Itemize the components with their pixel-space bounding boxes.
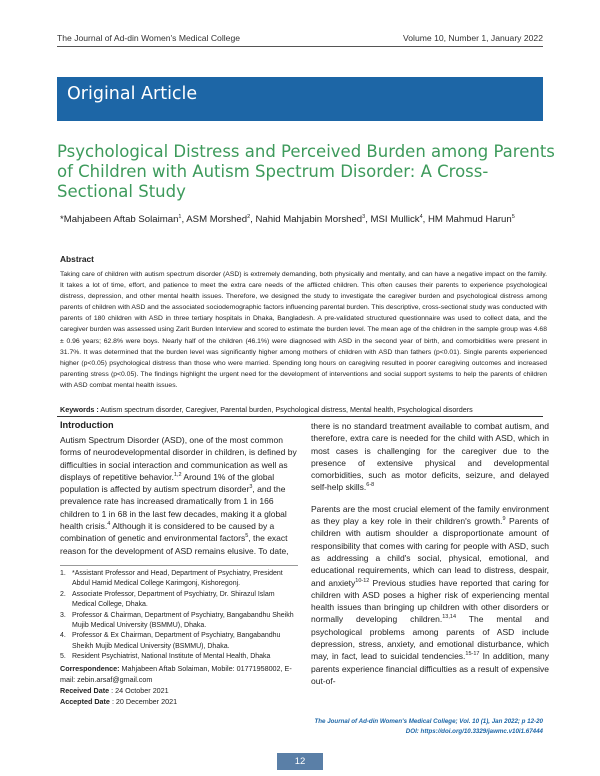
citation-ref: 13,14 xyxy=(442,614,456,621)
footnote-item xyxy=(60,652,300,662)
author-affiliation-mark: 3 xyxy=(362,213,366,220)
intro-paragraph: Autism Spectrum Disorder (ASD), one of the most common forms of neurodevelopmental disorder in children, is defined by difficulties in social interaction and communication as well as displays of repetitive behavior.$^{1,2}$ Around 1% of the global population is affected by autism spectrum disorder$^3$, and the prevalence rate has increased dramatically from 1 in 166 children to 1 in 68 in the last few decades, making it a global health crisis.$^4$ Although it is considered to be caused by a combination of genetic and environmental factors$^5$, the exact reason for the development of ASD remains elusive. To date, xyxy=(60,435,297,556)
citation-ref: 5 xyxy=(245,533,249,540)
intro-column-left xyxy=(60,434,298,557)
author-name: *Mahjabeen Aftab Solaiman xyxy=(60,214,179,225)
keywords-label: Keywords : xyxy=(60,405,99,414)
author-affiliation-mark: 4 xyxy=(419,213,423,220)
doi-link[interactable]: DOI: https://doi.org/10.3329/jawmc.v10i1.67444 xyxy=(405,727,543,735)
article-type-label: Original Article xyxy=(67,84,198,104)
footnote-text: Associate Professor, Department of Psychiatry, Dr. Shirazul Islam Medical College, Dhaka. xyxy=(72,590,275,609)
author-name: HM Mahmud Harun xyxy=(427,214,512,225)
introduction-heading: Introduction xyxy=(60,420,114,430)
accepted-date: Accepted Date : 20 December 2021 xyxy=(60,696,178,706)
footnote-number: 4. xyxy=(60,632,66,640)
author-name: ASM Morshed xyxy=(186,214,248,225)
keywords-divider xyxy=(57,416,543,417)
author-name: MSI Mullick xyxy=(370,214,420,225)
citation-info xyxy=(283,717,543,736)
author-affiliation-mark: 2 xyxy=(247,213,251,220)
keywords xyxy=(60,405,550,414)
abstract-body: Taking care of children with autism spectrum disorder (ASD) is extremely demanding, both physically and mentally, and can have a negative impact on the family. It takes a lot of time, effort, and patience to meet the extra care needs of the afflicted children. This often causes their parents to experience psychological distress, depression, and other mental health issues. Therefore, we designed the study to investigate the caregiver burden and psychological distress among parents of children with ASD and the associated sociodemographic factors influencing parental burden. This descriptive, cross-sectional study was conducted with parents of 180 children with ASD in three tertiary hospitals in Dhaka, Bangladesh. A pre-validated structured questionnaire was used to collect data, and the caregiver burden was assessed using Zarit Burden Interview and scored to estimate the burden level. The mean age of the children in the sample group was 4.68 ± 0.96 years; 62.8% were boys. Nearly half of the children (46.1%) were diagnosed with ASD in the second year of birth, and comorbidities were present in 31.7%. It was determined that the burden level was significantly higher among mothers of children with ASD than fathers (p<0.01). Single parents experienced higher (p<0.05) psychological distress than those who were married. Spending long hours on caregiving resulted in poorer caregiving outcomes and increased parenting stress (p<0.05). The findings highlight the urgent need for the development of interventions and social support systems to help the parents of children with ASD combat mental health issues. xyxy=(60,271,547,389)
citation-ref: 3 xyxy=(249,484,253,491)
citation-ref: 10-12 xyxy=(355,577,370,584)
author-affiliation-mark: 5 xyxy=(511,213,515,220)
intro-column-right xyxy=(311,420,549,696)
citation-line: The Journal of Ad-din Women's Medical College; Vol. 10 (1), Jan 2022; p 12-20 xyxy=(314,718,543,725)
article-title: Psychological Distress and Perceived Burden among Parents of Children with Autism Spectrum Disorder: A Cross-Sectional Study xyxy=(57,142,555,201)
author-affiliation-mark: 1 xyxy=(178,213,182,220)
page-number: 12 xyxy=(277,753,323,770)
author-name: Nahid Mahjabin Morshed xyxy=(255,214,363,225)
footnote-item xyxy=(60,611,300,632)
footnote-item xyxy=(60,631,300,652)
footnote-divider xyxy=(60,565,298,566)
citation-ref: 1,2 xyxy=(173,472,182,479)
citation-ref: 6-8 xyxy=(366,482,375,489)
footnote-text: Professor & Ex Chairman, Department of Psychiatry, Bangabandhu Sheikh Mujib Medical University (BSMMU), Dhaka. xyxy=(72,632,281,650)
citation-ref: 9 xyxy=(502,516,506,523)
header-divider xyxy=(57,46,543,47)
issue-info: Volume 10, Number 1, January 2022 xyxy=(403,33,543,43)
received-date: Received Date : 24 October 2021 xyxy=(60,685,169,695)
citation-ref: 4 xyxy=(107,521,111,528)
footnote-number: 1. xyxy=(60,570,66,577)
correspondence: Correspondence: Mahjabeen Aftab Solaiman, Mobile: 01771958002, E-mail: zebin.arsaf@gmail.com xyxy=(60,663,292,684)
footnote-item xyxy=(60,569,300,590)
intro-paragraph: Parents are the most crucial element of the family environment as they play a key role in their children's growth.$^9$ Parents of children with autism shoulder a disproportionate amount of responsibility that comes with caring for people with ASD, such as addressing a child's social, physical, emotional, and educational requirements, which can lead to distress, despair, and anxiety$^{10-12}$ Previous studies have reported that caring for children with ASD poses a higher risk of experiencing mental health issues than bringing up children with other disorders or normally developing children.$^{13,14}$ The mental and psychological problems among parents of ASD include depression, stress, anxiety, and emotional disturbance, which may, in fact, lead to suicidal tendencies.$^{15-17}$ In addition, many parents experience financial difficulties as a result of expensive out-of- xyxy=(311,503,549,686)
footnote-text: Resident Psychiatrist, National Institute of Mental Health, Dhaka xyxy=(72,653,271,661)
intro-paragraph: there is no standard treatment available to combat autism, and therefore, extra care is needed for the child with ASD, which in most cases is challenging for the caregiver due to the presence of extensive physical and developmental comorbidities, such as motor deficits, seizure, and delayed self-help skills.$^{6-8}$ xyxy=(311,421,549,493)
journal-name: The Journal of Ad-din Women's Medical College xyxy=(57,33,240,43)
footnote-item xyxy=(60,590,300,611)
footnote-number: 3. xyxy=(60,611,66,619)
citation-ref: 15-17 xyxy=(465,651,480,658)
footnote-number: 2. xyxy=(60,590,66,598)
abstract-heading: Abstract xyxy=(60,254,94,264)
footnote-number: 5. xyxy=(60,653,66,661)
author-list: *Mahjabeen Aftab Solaiman$^1$, ASM Morshed$^2$, Nahid Mahjabin Morshed$^3$, MSI Mullick$^4$, HM Mahmud Harun$^5$ xyxy=(60,213,515,225)
affiliation-footnotes xyxy=(60,569,300,707)
keywords-text: Autism spectrum disorder, Caregiver, Parental burden, Psychological distress, Mental health, Psychological disorders xyxy=(100,405,473,414)
footnote-text: *Assistant Professor and Head, Department of Psychiatry, President Abdul Hamid Medical College Karimgonj, Kishoregonj. xyxy=(72,570,283,588)
footnote-text: Professor & Chairman, Department of Psychiatry, Bangabandhu Sheikh Mujib Medical University (BSMMU), Dhaka. xyxy=(72,611,294,630)
